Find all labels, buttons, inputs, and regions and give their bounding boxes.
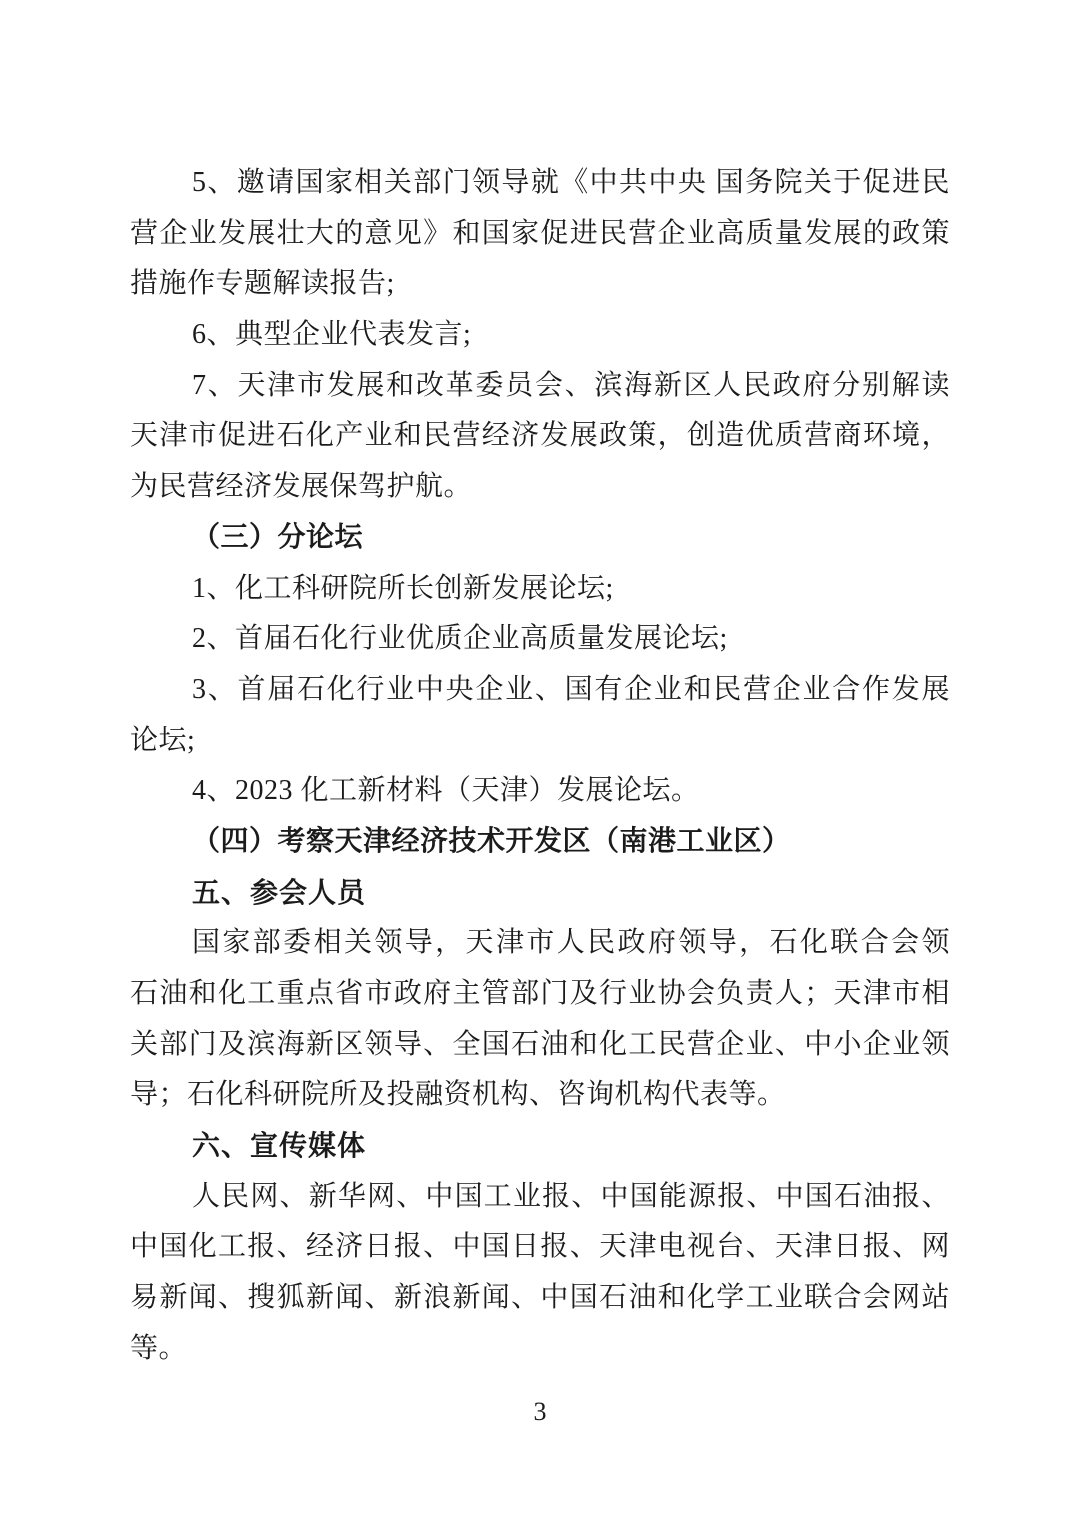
text-line: 6、典型企业代表发言; [192,319,472,351]
text-line: 为民营经济发展保驾护航。 [130,471,473,503]
text-line: 7、天津市发展和改革委员会、滨海新区人民政府分别解读 [192,369,950,401]
text-line: 5、邀请国家相关部门领导就《中共中央 国务院关于促进民 [192,167,950,198]
text-line: 石油和化工重点省市政府主管部门及行业协会负责人；天津市相 [130,978,950,1009]
text-line: 天津市促进石化产业和民营经济发展政策，创造优质营商环境， [130,420,950,452]
text-line: 等。 [130,1332,188,1364]
text-line: 2、首届石化行业优质企业高质量发展论坛; [192,623,728,655]
section-heading: （四）考察天津经济技术开发区（南港工业区） [192,825,791,857]
section-heading: 五、参会人员 [192,876,367,908]
text-line: 关部门及滨海新区领导、全国石油和化工民营企业、中小企业领 [130,1028,950,1060]
text-line: 易新闻、搜狐新闻、新浪新闻、中国石油和化学工业联合会网站 [130,1282,950,1314]
text-line: 措施作专题解读报告; [130,268,395,300]
text-line: 营企业发展壮大的意见》和国家促进民营企业高质量发展的政策 [130,217,950,249]
text-line: 1、化工科研院所长创新发展论坛; [192,572,614,604]
document-body [130,158,950,1375]
text-line: 人民网、新华网、中国工业报、中国能源报、中国石油报、 [192,1180,950,1212]
text-line: 中国化工报、经济日报、中国日报、天津电视台、天津日报、网 [130,1231,950,1263]
text-line: 4、2023 化工新材料（天津）发展论坛。 [192,775,700,807]
page-number: 3 [533,1397,547,1426]
text-line: 3、首届石化行业中央企业、国有企业和民营企业合作发展 [192,673,950,705]
text-line: 导；石化科研院所及投融资机构、咨询机构代表等。 [130,1079,786,1111]
section-heading: 六、宣传媒体 [192,1130,367,1162]
text-line: 论坛; [130,724,196,756]
text-line: 国家部委相关领导，天津市人民政府领导，石化联合会领 [192,927,950,959]
section-heading: （三）分论坛 [192,521,364,553]
